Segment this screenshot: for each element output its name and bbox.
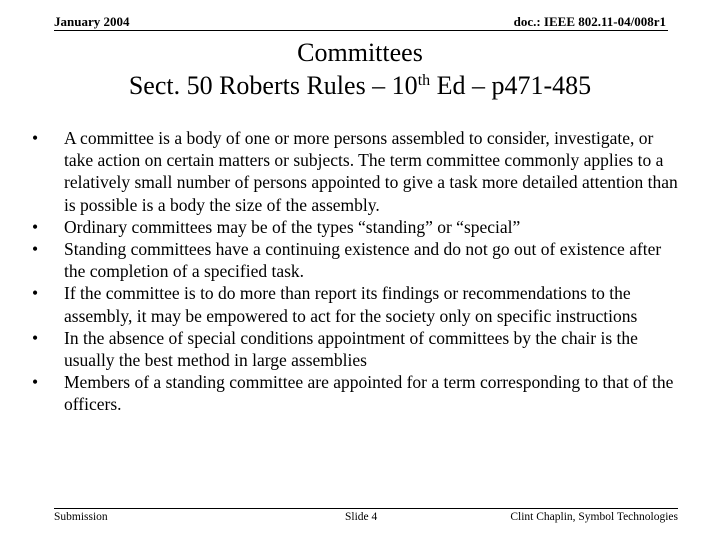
bullet-text: In the absence of special conditions appointment of committees by the chair is the usually the best method in large assemblies	[64, 327, 638, 371]
bullet-item	[30, 216, 680, 238]
bullet-item	[30, 327, 680, 371]
title-line-2-main: Sect. 50 Roberts Rules – 10	[128, 71, 418, 100]
bullet-marker: •	[32, 327, 39, 348]
title-line-2	[0, 69, 720, 102]
footer-author: Clint Chaplin, Symbol Technologies	[510, 511, 678, 523]
title-line-1: Committees	[297, 38, 423, 67]
slide-title	[0, 36, 720, 102]
header-doc-id: doc.: IEEE 802.11-04/008r1	[513, 14, 666, 29]
header-divider	[54, 30, 668, 31]
bullet-text: A committee is a body of one or more persons assembled to consider, investigate, or take action on certain matters or subjects. The term committee commonly applies to a relatively small number of persons appointed to give a task more detailed attention than is possible is a body the size of the assembly.	[64, 128, 678, 215]
footer-divider	[54, 508, 678, 509]
header-date: January 2004	[54, 14, 130, 29]
bullet-text: Ordinary committees may be of the types “standing” or “special”	[64, 216, 521, 237]
bullet-text: Standing committees have a continuing existence and do not go out of existence after the completion of a specified task.	[64, 239, 662, 282]
bullet-item	[30, 282, 680, 326]
bullet-marker: •	[32, 239, 39, 260]
bullet-text: Members of a standing committee are appointed for a term corresponding to that of the officers.	[64, 372, 674, 415]
bullet-marker: •	[32, 283, 39, 304]
footer-slide-number: Slide 4	[345, 511, 378, 523]
bullet-marker: •	[32, 216, 39, 237]
title-line-2-rest: Ed – p471-485	[430, 71, 592, 100]
bullet-list	[30, 127, 680, 416]
bullet-text: If the committee is to do more than report its findings or recommendations to the assembly, it may be empowered to act for the society only on specific instructions	[64, 283, 638, 326]
title-line-2-ordinal: th	[417, 72, 431, 89]
bullet-marker: •	[32, 372, 39, 393]
bullet-marker: •	[32, 128, 39, 148]
footer-submission: Submission	[54, 511, 108, 523]
bullet-item	[30, 371, 680, 415]
bullet-item	[30, 127, 680, 216]
bullet-item	[30, 238, 680, 282]
